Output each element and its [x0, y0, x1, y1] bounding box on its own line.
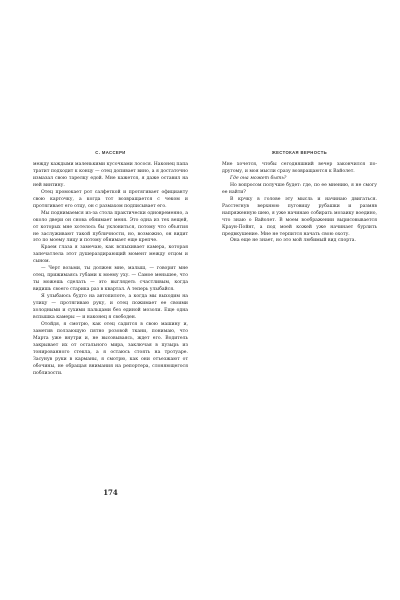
paragraph: Отойдя, я смотрю, как отец садится в свою машину и, заметив ползающую пятно розовой ткани, понимаю, что Марта уже внутри и, не высовываясь, ждет его. Водитель закрывает их от остального мира, заключая в пузырь из тонированного стекла, а я остаюсь стоять на тротуаре. Засунув руки в карманы, я смотрю, как они отъезжают от обочины, не обращая внимания на репортера, слоняющегося поблизости.: [33, 321, 188, 376]
left-page-body: [33, 162, 188, 378]
paragraph-italic: Где она может быть?: [230, 175, 287, 181]
right-page-body: [222, 162, 377, 245]
paragraph: — Черт возьми, ты должен мне, малыш, — говорит мне отец, прижимаясь губами к моему уху. — Самое меньшее, что ты можешь сделать — это выглядеть счастливым, когда видишь своего старика раз в квартал. А теперь улыбайся.: [33, 266, 188, 293]
paragraph: Но вопросом получше будет: где, по ее мнению, я не смогу ее найти?: [222, 182, 377, 195]
paragraph: Мы поднимаемся из-за стола практически одновременно, а около двери он снова обнимает меня. Это одна из тех вещей, от которых мне хотелось бы уклониться, потому что объятия не заслуживают такой публичности, но, возможно, он видит это по моему лицу и потому обнимает еще крепче.: [33, 210, 188, 244]
running-header-right: ЖЕСТОКАЯ ВЕРНОСТЬ: [271, 150, 328, 155]
paragraph: между каждыми маленькими кусочками лосося. Наконец папа тратит подходит к концу — отец допивает вино, а я достаточно измазал свою тарелку едой. Мне кажется, я даже оставил на ней винтину.: [33, 162, 188, 188]
running-header-left: С. МАССЕРИ: [95, 150, 126, 155]
left-page: [33, 150, 188, 497]
paragraph: Мне хочется, чтобы сегодняшний вечер закончился по-другому, и моя мысли сразу возвращаются к Вайолет.: [222, 162, 377, 174]
paragraph: Она еще не знает, но это мой любимый вид спорта.: [230, 238, 356, 244]
right-page: [222, 150, 377, 245]
paragraph: Я улыбаюсь будто на автопилоте, а когда мы выходим на улицу — протягиваю руку, и отец пожимает ее своими холодными и сухими пальцами без единой мозоли. Еще одна вспышка камеры — и наконец я свободен.: [33, 294, 188, 320]
paragraph: В крчку в голове эту мысль и начинаю двигаться. Расстегнув верхнюю пуговицу рубашки и размяв напряженную шею, я уже начинаю собирать мозаику воедино, что знаю о Вайолет. В моем воображении вырисовывается Краун-Пойнт, а под моей кожей уже начинает бурлить предвкушение. Мне не терпится начать свою охоту.: [222, 196, 377, 237]
paragraph: Краем глаза я замечаю, как вспыхивает камера, которая запечатлела этот душераздирающий момент между отцом и сыном.: [33, 245, 188, 265]
page-number: 174: [103, 488, 118, 497]
paragraph: Отец промокает рот салфеткой и протягивает официанту свою карточку, а когда тот возвращается с чеком и протягивает его отцу, он с размахом подписывает его.: [33, 189, 188, 209]
